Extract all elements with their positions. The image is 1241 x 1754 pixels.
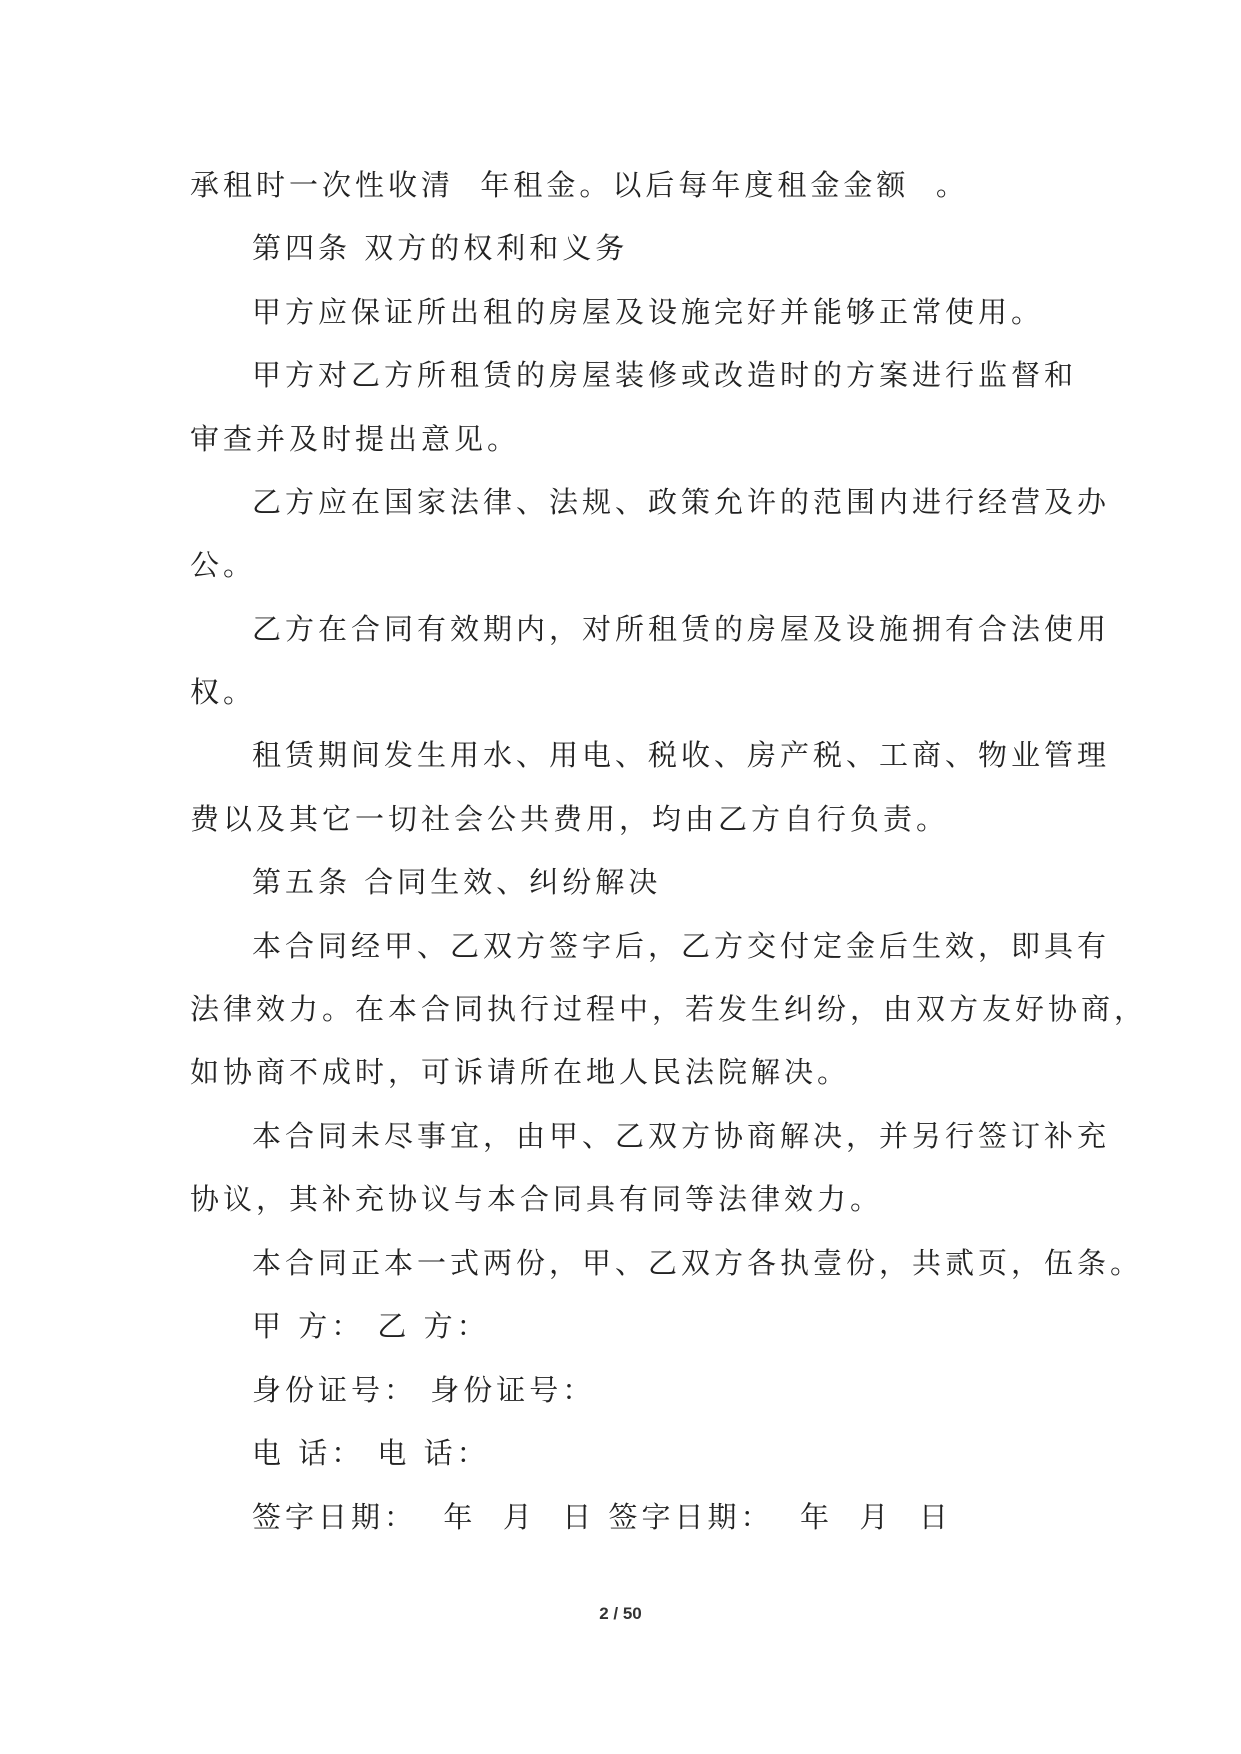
phone-line: 电 话： 电 话：	[252, 1436, 490, 1470]
section-heading-article-5: 第五条 合同生效、纠纷解决	[252, 865, 662, 899]
text-line: 审查并及时提出意见。	[190, 422, 521, 456]
id-number-line: 身份证号： 身份证号：	[252, 1373, 596, 1407]
text-line: 本合同未尽事宜，由甲、乙双方协商解决，并另行签订补充	[252, 1119, 1111, 1153]
text-line: 协议，其补充协议与本合同具有同等法律效力。	[190, 1182, 884, 1216]
text-line: 费以及其它一切社会公共费用，均由乙方自行负责。	[190, 802, 950, 836]
party-line: 甲 方： 乙 方：	[252, 1309, 490, 1343]
text-line: 乙方在合同有效期内，对所租赁的房屋及设施拥有合法使用	[252, 612, 1111, 646]
signature-date-line: 签字日期： 年 月 日 签字日期： 年 月 日	[252, 1500, 952, 1534]
text-line: 法律效力。在本合同执行过程中，若发生纠纷，由双方友好协商，	[190, 992, 1148, 1026]
text-line: 如协商不成时，可诉请所在地人民法院解决。	[190, 1055, 851, 1089]
text-line: 甲方对乙方所租赁的房屋装修或改造时的方案进行监督和	[252, 358, 1078, 392]
text-line: 甲方应保证所出租的房屋及设施完好并能够正常使用。	[252, 295, 1045, 329]
text-line: 乙方应在国家法律、法规、政策允许的范围内进行经营及办	[252, 485, 1111, 519]
text-line: 租赁期间发生用水、用电、税收、房产税、工商、物业管理	[252, 738, 1111, 772]
text-line: 本合同正本一式两份，甲、乙双方各执壹份，共贰页，伍条。	[252, 1246, 1144, 1280]
page-number: 2 / 50	[599, 1604, 642, 1623]
text-line: 权。	[190, 675, 257, 709]
section-heading-article-4: 第四条 双方的权利和义务	[252, 231, 629, 265]
text-line: 承租时一次性收清 年租金。以后每年度租金金额 。	[190, 168, 969, 202]
text-line: 本合同经甲、乙双方签字后，乙方交付定金后生效，即具有	[252, 929, 1111, 963]
text-line: 公。	[190, 548, 257, 582]
